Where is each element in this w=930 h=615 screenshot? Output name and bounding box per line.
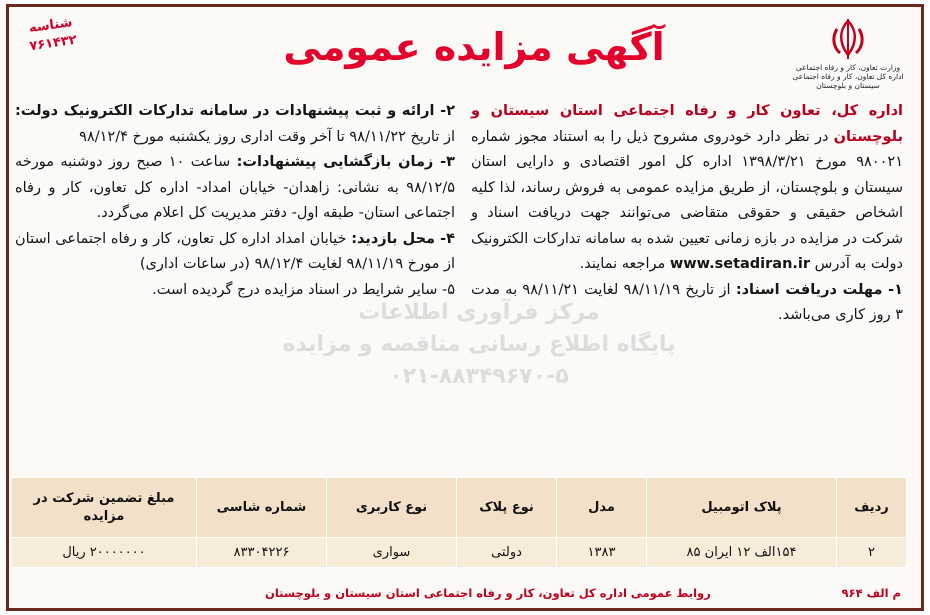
item-4	[15, 227, 455, 278]
header-cell-row-number: ردیف	[837, 478, 907, 538]
ministry-emblem	[789, 17, 907, 90]
footer	[9, 579, 921, 609]
website-link[interactable]: www.setadiran.ir	[669, 256, 811, 272]
left-column	[15, 99, 455, 303]
item-2	[15, 99, 455, 150]
ministry-line: اداره کل تعاون، کار و رفاه اجتماعی	[792, 72, 904, 81]
iran-emblem-icon	[828, 17, 868, 61]
item-3	[15, 150, 455, 227]
table-row	[12, 538, 907, 568]
page-title: آگهی مزایده عمومی	[283, 25, 665, 69]
item-1	[471, 278, 903, 329]
item-4-title: ۴- محل بازدید:	[351, 230, 455, 247]
item-2-text: از تاریخ ۹۸/۱۱/۲۲ تا آخر وقت اداری روز یکشنبه مورخ ۹۸/۱۲/۴	[79, 128, 455, 145]
organization-name: اداره کل، تعاون کار و رفاه اجتماعی استان سیستان و بلوچستان	[471, 103, 904, 145]
cell-plate: ۱۵۴الف ۱۲ ایران ۸۵	[647, 538, 837, 568]
table-header-row	[12, 478, 907, 538]
cell-row-number: ۲	[837, 538, 907, 568]
watermark-line: پایگاه اطلاع رسانی مناقصه و مزایده	[282, 332, 676, 357]
header-cell-plate: پلاک اتومبیل	[647, 478, 837, 538]
cell-plate-type: دولتی	[457, 538, 557, 568]
header-cell-guarantee: مبلغ تضمین شرکت در مزایده	[12, 478, 197, 538]
item-1-title: ۱- مهلت دریافت اسناد:	[735, 281, 904, 298]
cell-chassis-number: ۸۳۳۰۴۲۲۶	[197, 538, 327, 568]
shenaseh-stamp	[15, 12, 89, 57]
intro-end: مراجعه نمایند.	[579, 256, 666, 272]
cell-guarantee: ۲۰۰۰۰۰۰۰ ریال	[12, 538, 197, 568]
auction-table	[11, 477, 907, 568]
item-5	[15, 278, 455, 304]
cell-usage-type: سواری	[327, 538, 457, 568]
header-cell-plate-type: نوع پلاک	[457, 478, 557, 538]
item-1-text: از تاریخ ۹۸/۱۱/۱۹ لغایت ۹۸/۱۱/۲۱ به مدت ۳ روز کاری می‌باشد.	[471, 281, 903, 323]
right-column	[471, 99, 903, 329]
shenaseh-label: شناسه	[28, 15, 74, 37]
header-cell-usage-type: نوع کاربری	[327, 478, 457, 538]
advertisement-frame	[6, 4, 924, 611]
shenaseh-number: ۷۶۱۴۳۲	[28, 32, 78, 55]
item-2-title: ۲- ارائه و ثبت پیشنهادات در سامانه تدارکات الکترونیک دولت:	[15, 103, 455, 119]
intro-text: در نظر دارد خودروی مشروح ذیل را به استناد مجوز شماره ۹۸۰۰۲۱ مورخ ۱۳۹۸/۳/۲۱ اداره کل امور اقتصادی و دارایی استان سیستان و بلوچستان، از طریق مزایده عمومی به فروش رساند، لذا کلیه اشخاص حقیقی و حقوقی متقاضی می‌توانند جهت دریافت اسناد و شرکت در مزایده در بازه زمانی تعیین شده به سامانه تدارکات الکترونیک دولت به آدرس	[471, 128, 903, 272]
intro-paragraph	[471, 99, 903, 278]
ministry-name	[789, 63, 907, 90]
watermark-line: ۰۲۱-۸۸۳۴۹۶۷۰-۵	[389, 364, 569, 389]
malef-number: م الف ۹۶۴	[841, 586, 901, 600]
cell-model: ۱۳۸۳	[557, 538, 647, 568]
ministry-line: سیستان و بلوچستان	[816, 81, 880, 90]
item-4-text: خیابان امداد اداره کل تعاون، کار و رفاه اجتماعی استان از مورخ ۹۸/۱۱/۱۹ لغایت ۹۸/۱۲/۴ (در ساعات اداری)	[15, 230, 455, 272]
header-cell-model: مدل	[557, 478, 647, 538]
item-3-title: ۳- زمان بازگشایی پیشنهادات:	[236, 154, 455, 170]
item-3-text: ساعت ۱۰ صبح روز دوشنبه مورخه ۹۸/۱۲/۵ به نشانی: زاهدان- خیابان امداد- اداره کل تعاون، کار و رفاه اجتماعی استان- طبقه اول- دفتر مدیریت کل اعلام می‌گردد.	[15, 154, 455, 221]
ministry-line: وزارت تعاون، کار و رفاه اجتماعی	[795, 63, 901, 72]
header-cell-chassis-number: شماره شاسی	[197, 478, 327, 538]
item-5-text: ۵- سایر شرایط در اسناد مزایده درج گردیده است.	[152, 281, 455, 298]
watermark-line: مرکز فرآوری اطلاعات	[358, 300, 600, 325]
public-relations-signature: روابط عمومی اداره کل تعاون، کار و رفاه اجتماعی استان سیستان و بلوچستان	[265, 586, 711, 600]
